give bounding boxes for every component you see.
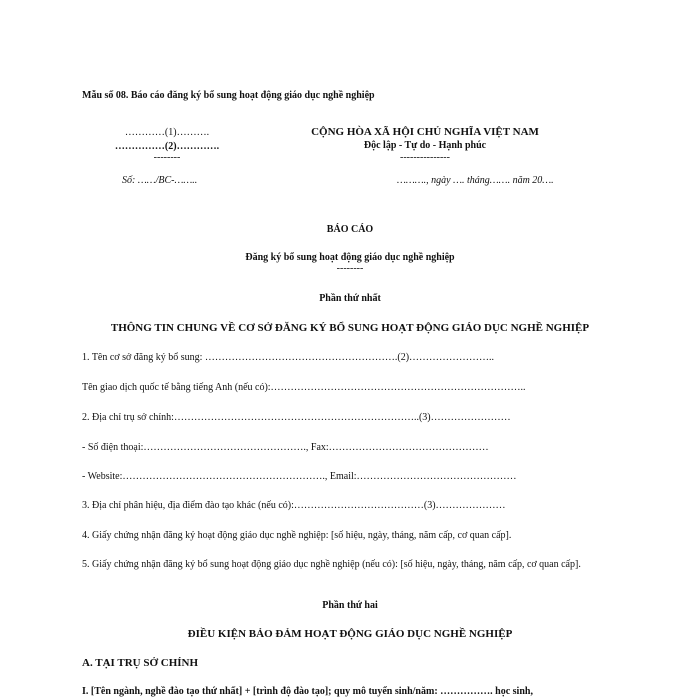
part-1-heading: THÔNG TIN CHUNG VỀ CƠ SỞ ĐĂNG KÝ BỔ SUNG HOẠT ĐỘNG GIÁO DỤC NGHỀ NGHIỆP: [110, 322, 590, 334]
agency-line-1: …………(1)……….: [124, 127, 210, 138]
report-number: Số: ……/BC-……..: [122, 175, 198, 186]
form-title: Mẫu số 08. Báo cáo đăng ký bổ sung hoạt động giáo dục nghề nghiệp: [82, 90, 375, 101]
national-separator: ---------------: [400, 152, 450, 163]
section-a-heading: A. TẠI TRỤ SỞ CHÍNH: [82, 657, 199, 669]
part-1-label: Phần thứ nhất: [319, 293, 381, 304]
report-title: BÁO CÁO: [326, 224, 374, 235]
info-line-2: Tên giao dịch quốc tế bằng tiếng Anh (nếu có):…………………………………………………………………..: [82, 382, 526, 393]
info-line-8: 5. Giấy chứng nhận đăng ký bổ sung hoạt động giáo dục nghề nghiệp (nếu có): [số hiệu, ngày, tháng, năm cấp, cơ quan cấp].: [82, 559, 581, 570]
info-line-5: - Website:……………………………………………………., Email:…………………………………………: [82, 471, 517, 482]
report-separator: --------: [336, 263, 364, 274]
info-line-1: 1. Tên cơ sở đăng ký bổ sung: ………………………………………………….(2)……………………..: [82, 352, 495, 363]
info-line-7: 4. Giấy chứng nhận đăng ký hoạt động giáo dục nghề nghiệp: [số hiệu, ngày, tháng, năm cấp, cơ quan cấp].: [82, 530, 512, 541]
info-line-6: 3. Địa chỉ phân hiệu, địa điểm đào tạo khác (nếu có):…………………………………(3)…………………: [82, 500, 506, 511]
item-1-line: I. [Tên ngành, nghề đào tạo thứ nhất] + [trình độ đào tạo]; quy mô tuyển sinh/năm: ……………. học sinh,: [82, 686, 533, 697]
agency-separator: --------: [153, 152, 181, 163]
part-2-heading: ĐIỀU KIỆN BẢO ĐẢM HOẠT ĐỘNG GIÁO DỤC NGHỀ NGHIỆP: [187, 628, 513, 640]
report-subtitle: Đăng ký bổ sung hoạt động giáo dục nghề nghiệp: [245, 252, 455, 263]
date-line: ………., ngày …. tháng……. năm 20….: [397, 175, 554, 186]
national-title: CỘNG HÒA XÃ HỘI CHỦ NGHĨA VIỆT NAM: [311, 126, 539, 138]
info-line-4: - Số điện thoại:…………………………………………., Fax:…………………………………………: [82, 442, 489, 453]
national-motto: Độc lập - Tự do - Hạnh phúc: [363, 140, 487, 151]
part-2-label: Phần thứ hai: [322, 600, 378, 611]
info-line-3: 2. Địa chỉ trụ sở chính:………………………………………………………………..(3)……………………: [82, 412, 511, 423]
agency-line-2: ……………(2)………….: [114, 141, 220, 152]
